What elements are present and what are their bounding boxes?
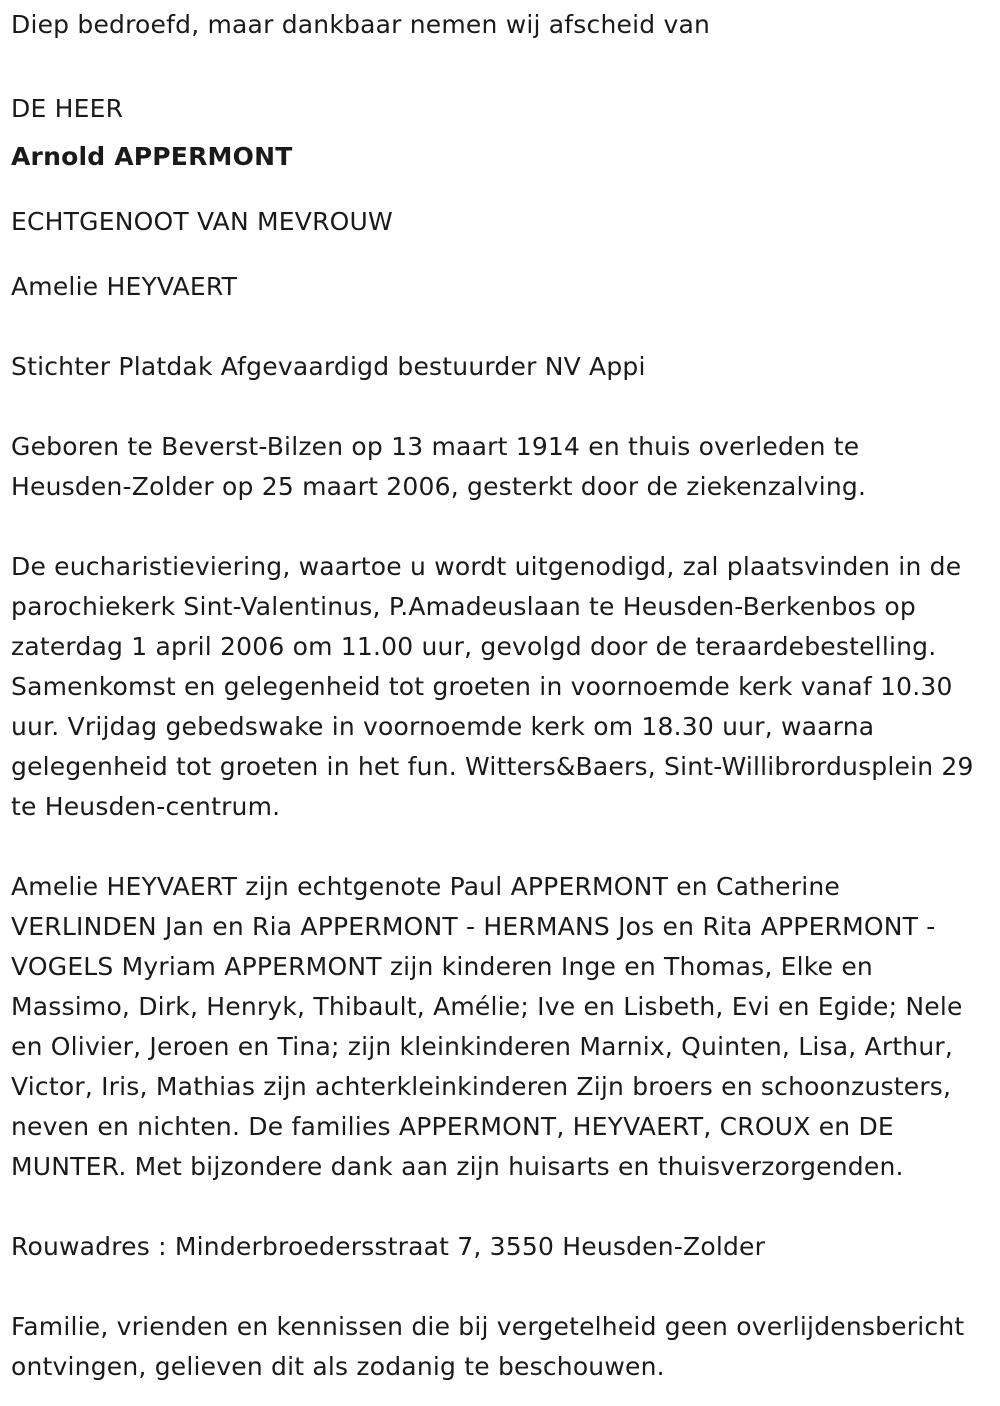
- closing-text: Familie, vrienden en kennissen die bij vergetelheid geen overlijdensbericht ontvingen, gelieven dit als zodanig te beschouwen.: [11, 1312, 965, 1381]
- spouse-name: Amelie HEYVAERT: [11, 272, 238, 301]
- occupation-text: Stichter Platdak Afgevaardigd bestuurder NV Appi: [11, 352, 646, 381]
- address-text: Rouwadres : Minderbroedersstraat 7, 3550 Heusden-Zolder: [11, 1232, 766, 1261]
- spouse-prefix: ECHTGENOOT VAN MEVROUW: [11, 207, 393, 236]
- deceased-name: Arnold APPERMONT: [11, 142, 293, 171]
- intro-text: Diep bedroefd, maar dankbaar nemen wij afscheid van: [11, 10, 711, 39]
- title-line: DE HEER: [11, 94, 124, 123]
- birth-death-text: Geboren te Beverst-Bilzen op 13 maart 1914 en thuis overleden te Heusden-Zolder op 25 maart 2006, gesterkt door de ziekenzalving.: [11, 432, 867, 501]
- ceremony-text: De eucharistieviering, waartoe u wordt uitgenodigd, zal plaatsvinden in de parochiekerk Sint-Valentinus, P.Amadeuslaan te Heusden-Berkenbos op zaterdag 1 april 2006 om 11.00 uur, gevolgd door de teraardebestelling. Samenkomst en gelegenheid tot groeten in voornoemde kerk vanaf 10.30 uur. Vrijdag gebedswake in voornoemde kerk om 18.30 uur, waarna gelegenheid tot groeten in het fun. Witters&Baers, Sint-Willibrordusplein 29 te Heusden-centrum.: [11, 552, 974, 821]
- family-text: Amelie HEYVAERT zijn echtgenote Paul APPERMONT en Catherine VERLINDEN Jan en Ria APPERMONT - HERMANS Jos en Rita APPERMONT - VOGELS Myriam APPERMONT zijn kinderen Inge en Thomas, Elke en Massimo, Dirk, Henryk, Thibault, Amélie; Ive en Lisbeth, Evi en Egide; Nele en Olivier, Jeroen en Tina; zijn kleinkinderen Marnix, Quinten, Lisa, Arthur, Victor, Iris, Mathias zijn achterkleinkinderen Zijn broers en schoonzusters, neven en nichten. De families APPERMONT, HEYVAERT, CROUX en DE MUNTER. Met bijzondere dank aan zijn huisarts en thuisverzorgenden.: [11, 872, 963, 1181]
